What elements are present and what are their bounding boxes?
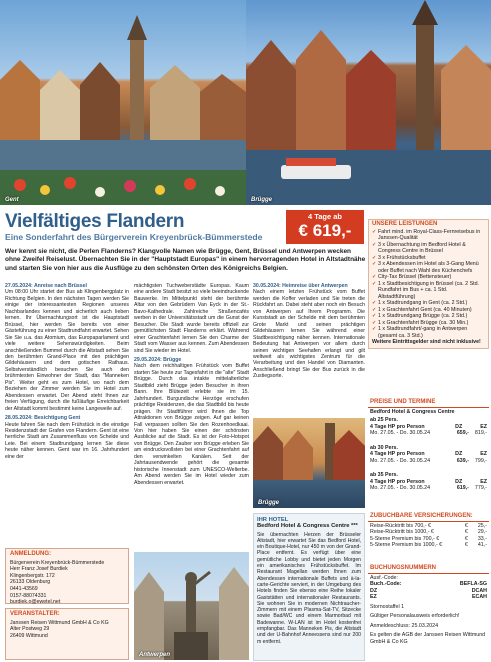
insurance-section bbox=[368, 512, 489, 550]
price-group-from: ab 35 Pers. bbox=[370, 472, 398, 478]
booking-line: Stornostaffel 1 bbox=[370, 603, 405, 610]
services-heading: UNSERE LEISTUNGEN bbox=[372, 221, 438, 227]
booking-line: Gültiger Personalausweis erforderlich! bbox=[370, 613, 460, 619]
price-header-ez: EZ bbox=[480, 478, 487, 485]
service-item: ✓ 3 x Übernachtung im Bedford Hotel & Congress Centre in Brüssel bbox=[372, 242, 485, 255]
booking-code-row: DZ DCAH bbox=[370, 587, 487, 594]
hotel-description: Sie übernachten Herzen der Brüsseler Altstadt, hier erwartet Sie das Bedford Hotel, ein Boutique-Hotel, nur 450 m von der Grand-Place entfernt. Es verfügt über eine gemütliche Lobby und bietet jeden Morgen ein amerikanisches Frühstücksbuffet. Im Restaurant Magellan werden Ihnen zum Abendessen internationale Buffets und à-la-carte-Gerichte serviert, in der Umgebung des Hotels finden Sie ebenso eine Reihe lokaler Gaststätten und internationaler Restaurants. Sie wohnen Sie in modernen Nichtraucher-Zimmern mit einem Plasma-Sat-TV, Sitzecke sowie Bad/WC und einem Marmorbad mit Badewanne. W-LAN ist im Hotel kostenfrei empfangbar. Das Manneken Pis, die Altstadt und der U-Bahnhof Anneessens sind nur 200 m entfernt. bbox=[257, 531, 361, 645]
contact-line: Bürgerverein Kreyenbrück-Bümmerstede bbox=[10, 559, 105, 566]
price-date: Mo. 27.05. - Do. 30.05.24 bbox=[370, 430, 431, 436]
itinerary-column-2 bbox=[134, 283, 249, 489]
service-item: ✓ City-Tax Brüssel (Bettensteuer) bbox=[372, 274, 485, 281]
prices-hotel-name: Bedford Hotel & Congress Centre bbox=[370, 408, 455, 415]
booking-code-row: Buch.-Code: BEFLA-SG bbox=[370, 581, 487, 587]
day-text: Nach einem letzten Frühstück vom Buffet werden die Koffer verladen und Sie treten die Rückfahrt an. Dabei steht aber noch ein Besuch von Antwerpen auf Ihrem Programm. Die Kunststadt an der Schelde mit dem berühmten Grote Markt und seinen prächtigen Gildehäusern lernen Sie während einer Stadtbesichtigung näher kennen. Internationale Bedeutung hat Antwerpen vor allem durch seinen wichtigen Seehafen erlangt und gilt weltweit als wichtigstes Zentrum für die Verarbeitung und den Handel von Diamanten. Anschließend bringt Sie der Bus zurück in die Zustiegsorte. bbox=[253, 289, 365, 380]
insurance-row: Reise-Rücktritt bis 700,- € € 25,- bbox=[370, 522, 487, 529]
bruegge-illustration bbox=[246, 0, 491, 205]
hotel-box bbox=[253, 513, 365, 661]
booking-line: Es gelten die AGB der Janssen Reisen Wittmund GmbH & Co KG bbox=[370, 632, 486, 645]
photo-caption-bruegge-2: Brügge bbox=[258, 500, 279, 506]
prices-section bbox=[368, 398, 489, 493]
photo-gent bbox=[0, 0, 246, 205]
price-dz: 639,- bbox=[456, 457, 469, 464]
insurance-row: 5-Sterne Premium bis 1000,- € € 41,- bbox=[370, 542, 487, 548]
price-header-label: 4 Tage HP pro Person bbox=[370, 451, 425, 457]
booking-heading: BUCHUNGSNUMMERN bbox=[368, 564, 489, 574]
day-text: mächtigsten Tuchweberstädte Europas. Kaum eine andere Stadt besitzt so viele beeindruckende Bauwerke. Im Mittelpunkt steht der berühmte Altar von den Gebrüdern Van Eyck in der St.-Bavo-Kathedrale. Zahlreiche Straßencafés werben in der Universitätsstadt um die Gunst der Besucher. Die Stadt wurde bereits offiziell zur gemütlichsten Stadt Flanderns erklärt. Während einer Grachtenfahrt lernen Sie den Charme der Stadt vom Wasser aus kennen. Zum Abendessen sind Sie wieder im Hotel. bbox=[134, 283, 249, 354]
registration-heading: ANMELDUNG: bbox=[10, 551, 51, 557]
price-dz: 659,- bbox=[456, 430, 469, 436]
price-header-dz: DZ bbox=[455, 478, 463, 485]
photo-caption-antwerpen: Antwerpen bbox=[139, 652, 171, 658]
registration-box bbox=[5, 548, 129, 604]
price-header-ez: EZ bbox=[480, 423, 487, 430]
contact-email[interactable]: burdiek.o@ewetel.net bbox=[10, 599, 61, 606]
contact-line: 26133 Oldenburg bbox=[10, 579, 51, 586]
itinerary-column-1 bbox=[5, 283, 129, 463]
services-footer: Weitere Eintrittsgelder sind nicht inklusive! bbox=[372, 339, 481, 345]
day-text: Um 08:00 Uhr startet der Bus ab Klingenbergplatz in Richtung Belgien. In den nächsten Tagen werden Sie einige der interessantesten Regionen unseres Nachbarlandes kennen und sicherlich auch lieben lernen. Ihr Übernachtungsort ist die Hauptstadt Brüssel, hier werden Sie bereits von einer Gästeführung zu einer Stadtrundfahrt erwartet. Sehen Sie Sie u.a. das Atomium, das Europaparlament und viele weitere Sehenswürdigkeiten. Beim anschließenden Bummel durch die Altstadt sehen Sie den berühmten Grand-Place mit den prächtigen Gildehäusern und dem gotischen Rathaus. Selbstverständlich besuchen Sie auch den brühmtesten Einwohner der Stadt, das "Manneken Pis". Weiter geht es zum Hotel, wo nach dem Beziehen der Zimmer werden Sie im Hotel zum Abendessen erwartet. Der Abend steht Ihnen zur freien Verfügung, durch die fußläufige Erreichbarkeit der Altstadt kommt bestimmt keine Langeweile auf. bbox=[5, 289, 129, 412]
antwerp-photo bbox=[134, 552, 249, 660]
service-item: ✓ 1 x Stadtrundgang Brügge (ca. 2 Std.) bbox=[372, 313, 485, 320]
organizer-line: Alter Postweg 29 bbox=[10, 626, 50, 633]
contact-line: Herr Franz Josef Burdiek bbox=[10, 566, 68, 573]
photo-caption-gent: Gent bbox=[5, 197, 19, 203]
service-item: ✓ 1 x Stadtrundgang in Gent (ca. 2 Std.) bbox=[372, 300, 485, 307]
insurance-heading: ZUBUCHBARE VERSICHERUNGEN: bbox=[368, 512, 489, 522]
prices-heading: PREISE UND TERMINE bbox=[368, 398, 489, 408]
price-header-label: 4 Tage HP pro Person bbox=[370, 423, 425, 430]
day-heading: 30.05.2024: Heimreise über Antwerpen bbox=[253, 283, 348, 289]
price-ez: 799,- bbox=[474, 457, 487, 464]
price-date: Mo. 27.05. - Do. 30.05.24 bbox=[370, 457, 431, 464]
price-header-ez: EZ bbox=[480, 451, 487, 457]
price-ez: 779,- bbox=[474, 485, 487, 491]
price-group-from: ab 25 Pers. bbox=[370, 417, 398, 423]
price-group-from: ab 30 Pers. bbox=[370, 444, 398, 451]
booking-line: Anmeldeschluss: 25.03.2024 bbox=[370, 622, 439, 629]
gent-illustration bbox=[0, 0, 246, 205]
price-badge-label: 4 Tage ab bbox=[307, 212, 343, 221]
page-subtitle: Eine Sonderfahrt des Bürgerverein Kreyenbrück-Bümmerstede bbox=[5, 232, 263, 242]
contact-line: 0157-88074331 bbox=[10, 592, 47, 599]
hotel-name: Bedford Hotel & Congress Centre *** bbox=[257, 523, 358, 530]
price-header-label: 4 Tage HP pro Person bbox=[370, 478, 425, 485]
price-header-dz: DZ bbox=[455, 423, 463, 430]
service-item: ✓ 3 x Frühstücksbuffet bbox=[372, 255, 485, 262]
price-date: Mo. 27.05. - Do. 30.05.24 bbox=[370, 485, 431, 491]
hotel-label: IHR HOTEL bbox=[257, 517, 289, 523]
service-item: ✓ Fahrt mind. im Royal-Class-Fernreisebus in Janssen-Qualität bbox=[372, 229, 485, 242]
canal-illustration bbox=[253, 418, 365, 508]
service-item: ✓ 1 x Grachtenfahrt Gent (ca. 40 Minuten) bbox=[372, 307, 485, 314]
booking-section bbox=[368, 564, 489, 646]
day-text: Nach dem reichhaltigen Frühstück vom Buffet starten Sie heute zur Tagesfahrt in die "alte" Stadt Brügge. Durch das intakte mittelalterliche Stadtbild zieht Brügge jeden Besucher in ihren Bann. Ihre Blütezeit erlebte sie im 15. Jahrhundert. Burgundische Herzöge erschufen prächtige Residenzen, die das Stadtbild bis heute prägen. Ihr Stadtführer wird Ihnen die Top Attraktionen von Brügge zeigen. Auf gar keinen Fall verpassen sollten Sie den Rozenhoedkaai. Von hier haben Sie einen der schönsten Ausblicke auf die Stadt. Es ist der Foto-Hotspot von Brügge. Den Zauber von Brügge erleben Sie am eindrucksvollsten bei einer Grachtenfahrt auf den verwinkelten Kanälen. Seit der Jahrtausendwende gehört die gesamte historische Innenstadt zum UNESCO-Welterbe. Am Abend werden Sie im Hotel wieder zum Abendessen erwartet. bbox=[134, 363, 249, 486]
price-badge-price: € 619,- bbox=[298, 221, 352, 240]
price-dz: 619,- bbox=[456, 485, 469, 491]
services-section bbox=[368, 219, 489, 349]
contact-line: Klingenbergstr. 172 bbox=[10, 572, 55, 579]
price-ez: 819,- bbox=[474, 430, 487, 436]
service-item: ✓ 1 x Grachtenfahrt Brügge (ca. 30 Min.) bbox=[372, 320, 485, 327]
insurance-row: 5-Sterne Premium bis 700,- € € 33,- bbox=[370, 535, 487, 542]
organizer-box bbox=[5, 608, 129, 660]
price-header-dz: DZ bbox=[455, 451, 463, 457]
page-title: Vielfältiges Flandern bbox=[5, 211, 185, 232]
photo-caption-bruegge: Brügge bbox=[251, 197, 272, 203]
price-badge bbox=[286, 210, 364, 244]
itinerary-column-3 bbox=[253, 283, 365, 383]
intro-text: Wer kennt sie nicht, die Perlen Flanderns? Klangvolle Namen wie Brügge, Gent, Brüssel und Antwerpen wecken ohne Zweifel Reiselust. Übernachten Sie in der "Hauptstadt Europas" in einem hervorragenden Hotel in Altstadtnähe und starten Sie von hier aus die Ausflüge zu den schönsten Orten des Königreichs Belgien. bbox=[5, 248, 366, 272]
organizer-heading: VERANSTALTER: bbox=[10, 611, 60, 617]
bruegge-canal-photo bbox=[253, 418, 365, 508]
booking-code-row: EZ ECAH bbox=[370, 594, 487, 600]
header-photos bbox=[0, 0, 491, 205]
photo-bruegge bbox=[246, 0, 491, 205]
day-text: Heute fahren Sie nach dem Frühstück in die einstige Residenzstadt der Grafen von Flandern. Gent ist eine herrliche Stadt am Zusammenfluss von Schelde und Leie. Bei einem Stadtrundgang lernen Sie diese heute näher kennen. Gent war im 16. Jahrhundert eine der bbox=[5, 421, 129, 460]
organizer-line: 26409 Wittmund bbox=[10, 632, 48, 639]
insurance-row: Reise-Rücktritt bis 1000,- € € 29,- bbox=[370, 529, 487, 535]
contact-line: 0441-43569 bbox=[10, 585, 38, 592]
service-item: ✓ 3 x Abendessen im Hotel als 3-Gang Menü oder Buffet nach Wahl des Küchenchefs bbox=[372, 261, 485, 274]
service-item: ✓ 1 x Stadtrundfahrt/-gang in Antwerpen (gesamt ca. 3 Std.) bbox=[372, 326, 485, 339]
day-heading: 27.05.2024: Anreise nach Brüssel bbox=[5, 283, 87, 289]
day-heading: 29.05.2024: Brügge bbox=[134, 356, 182, 363]
booking-art-label: Ausf.-Code: bbox=[370, 574, 398, 581]
organizer-line: Janssen Reisen Wittmund GmbH & Co KG bbox=[10, 619, 109, 626]
day-heading: 28.05.2024: Besichtigung Gent bbox=[5, 415, 81, 422]
antwerp-illustration bbox=[134, 552, 249, 660]
service-item: ✓ 1 x Stadtbesichtigung in Brüssel (ca. 2 Std. Rundfahrt im Bus + ca. 1 Std. Altstadtführung) bbox=[372, 281, 485, 301]
